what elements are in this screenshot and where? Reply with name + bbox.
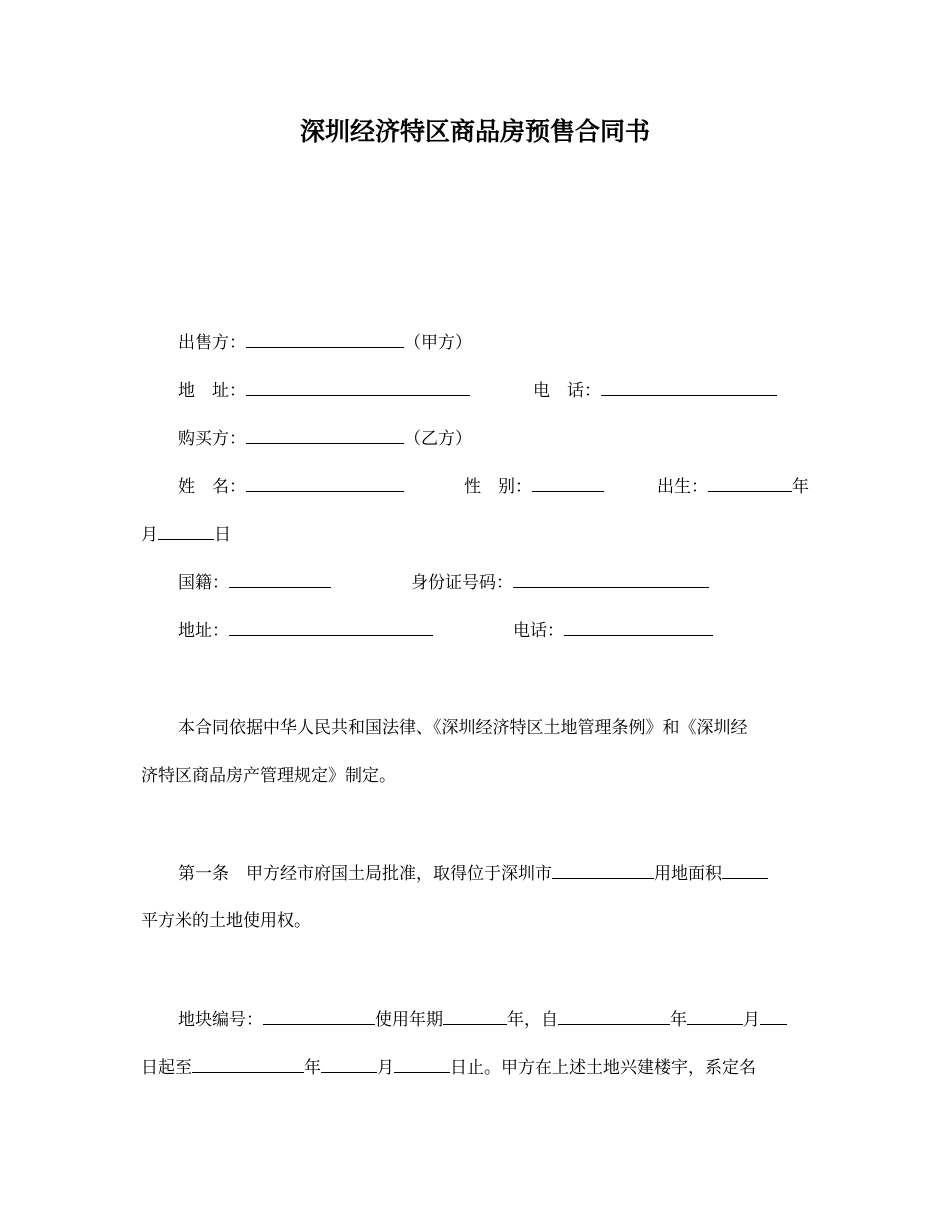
parcel-label: 地块编号： xyxy=(178,1010,263,1030)
seller-name-field[interactable] xyxy=(246,330,404,348)
birth-line xyxy=(657,474,809,498)
birth-line-2 xyxy=(141,522,231,546)
buyer-line xyxy=(178,426,472,450)
id-field[interactable] xyxy=(513,570,709,588)
basis-line-1: 本合同依据中华人民共和国法律、《深圳经济特区土地管理条例》和《深圳经 xyxy=(178,718,748,738)
buyer-label: 购买方： xyxy=(178,429,246,449)
start-month-unit: 月 xyxy=(743,1010,760,1030)
birth-month-field[interactable] xyxy=(158,522,214,540)
start-year-field[interactable] xyxy=(558,1007,670,1025)
seller-suffix: （甲方） xyxy=(404,333,472,353)
seller-phone-line xyxy=(533,378,777,402)
parcel-line-2 xyxy=(141,1055,756,1079)
seller-address-label: 地 址： xyxy=(178,381,246,401)
birth-year-field[interactable] xyxy=(708,474,792,492)
from-label: 日起至 xyxy=(141,1058,192,1078)
end-month-unit: 月 xyxy=(377,1058,394,1078)
land-location-field[interactable] xyxy=(552,861,654,879)
parcel-number-field[interactable] xyxy=(263,1007,375,1025)
gender-label: 性 别： xyxy=(464,477,532,497)
buyer-phone-label: 电话： xyxy=(513,621,564,641)
seller-line xyxy=(178,330,472,354)
start-year-unit: 年 xyxy=(670,1010,687,1030)
gender-line xyxy=(464,474,604,498)
basis-line-2: 济特区商品房产管理规定》制定。 xyxy=(141,766,396,786)
seller-label: 出售方： xyxy=(178,333,246,353)
end-day-field[interactable] xyxy=(394,1055,450,1073)
id-label: 身份证号码： xyxy=(411,573,513,593)
term-years-field[interactable] xyxy=(443,1007,507,1025)
article1-line-2: 平方米的土地使用权。 xyxy=(141,911,311,931)
nationality-label: 国籍： xyxy=(178,573,229,593)
start-day-field[interactable] xyxy=(760,1007,787,1025)
article1-line-1 xyxy=(178,861,768,885)
term-label: 使用年期 xyxy=(375,1010,443,1030)
buyer-address-label: 地址： xyxy=(178,621,229,641)
buyer-phone-line xyxy=(513,618,713,642)
seller-phone-label: 电 话： xyxy=(533,381,601,401)
buyer-suffix: （乙方） xyxy=(404,429,472,449)
birth-label: 出生： xyxy=(657,477,708,497)
buyer-phone-field[interactable] xyxy=(564,618,713,636)
nationality-field[interactable] xyxy=(229,570,331,588)
end-month-field[interactable] xyxy=(321,1055,377,1073)
seller-address-field[interactable] xyxy=(246,378,470,396)
end-text: 日止。甲方在上述土地兴建楼宇，系定名 xyxy=(450,1058,756,1078)
id-line xyxy=(411,570,709,594)
gender-field[interactable] xyxy=(532,474,604,492)
end-year-field[interactable] xyxy=(192,1055,304,1073)
buyer-name-field[interactable] xyxy=(246,426,404,444)
seller-phone-field[interactable] xyxy=(601,378,777,396)
end-year-unit: 年 xyxy=(304,1058,321,1078)
birth-day-unit: 日 xyxy=(214,525,231,545)
term-year-from: 年，自 xyxy=(507,1010,558,1030)
name-label: 姓 名： xyxy=(178,477,246,497)
birth-month-unit: 月 xyxy=(141,525,158,545)
parcel-line-1 xyxy=(178,1007,787,1031)
start-month-field[interactable] xyxy=(687,1007,743,1025)
buyer-address-field[interactable] xyxy=(229,618,433,636)
land-area-field[interactable] xyxy=(722,861,768,879)
article1-prefix: 第一条 甲方经市府国土局批准，取得位于深圳市 xyxy=(178,864,552,884)
nationality-line xyxy=(178,570,331,594)
name-field[interactable] xyxy=(246,474,404,492)
buyer-fullname-line xyxy=(178,474,404,498)
document-title: 深圳经济特区商品房预售合同书 xyxy=(299,117,650,146)
area-label: 用地面积 xyxy=(654,864,722,884)
birth-year-unit: 年 xyxy=(792,477,809,497)
buyer-address-line xyxy=(178,618,433,642)
seller-address-line xyxy=(178,378,470,402)
